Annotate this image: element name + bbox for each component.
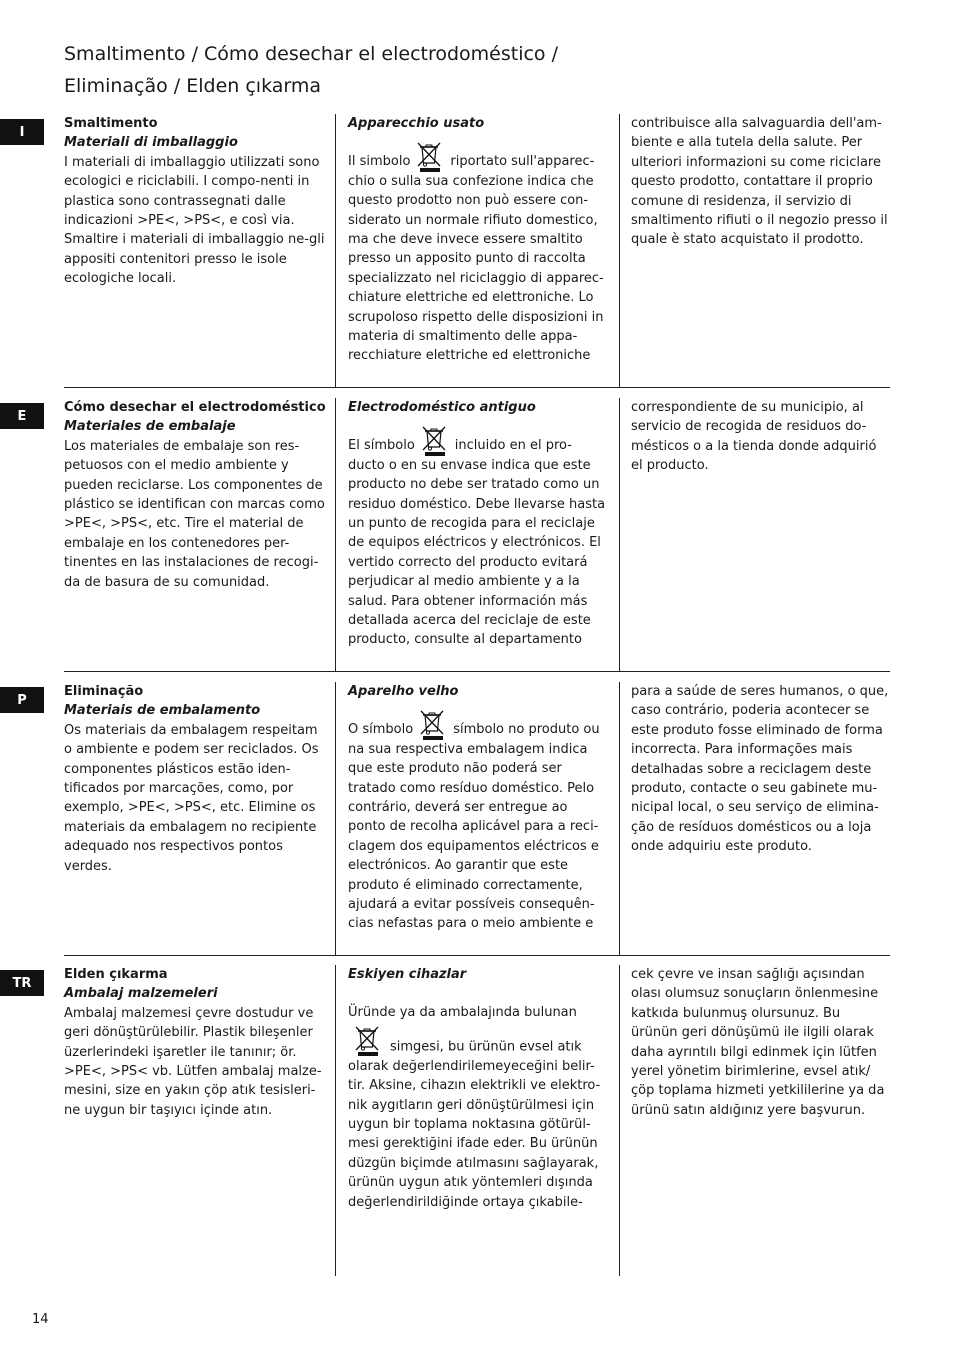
weee-bin-icon [352,1025,382,1057]
recycling-info-text: para a saúde de seres humanos, o que, caso contrário, poderia acontecer se este produto fosse eliminado de forma incorrecta. Para informações mais detalhadas sobre a reciclagem deste produto, contacte o seu gabinete mu-nicipal local, o seu serviço de elimina-ção de resíduos domésticos ou a loja onde adquiriu este produto. [631,684,889,855]
section-turkish [64,965,890,1276]
symbol-intro-text: Il simbolo [348,154,411,170]
symbol-intro-text: El símbolo [348,438,415,454]
old-appliance-subheading: Electrodoméstico antiguo [348,400,536,415]
old-appliance-column [348,965,608,1276]
packaging-subheading: Materiali di imballaggio [64,135,238,151]
old-appliance-subheading: Aparelho velho [348,684,459,699]
column-divider [335,965,336,1276]
recycling-info-column [631,398,890,672]
packaging-text: Los materiales de embalaje son res-petuosos con el medio ambiente y pueden reciclarse. Los componentes de plástico se identifican con marcas como >PE<, >PS<, etc. Tire el material de embalaje en los contenedores per-tinentes en las instalaciones de recogi-da de basura de su comunidad. [64,438,325,590]
language-tab-portuguese: P [0,687,44,713]
weee-bin-icon [419,425,449,457]
column-divider [619,965,620,1276]
column-divider [619,114,620,388]
old-appliance-text: simgesi, bu ürünün evsel atık olarak değerlendirilemeyeceğini belir-tir. Aksine, cihazın elektrikli ve elektro-nik aygıtların geri dönüştürülmesi için uygun bir toplama noktasına götürül-mesi gerektiğini ifade eder. Bu ürünün düzgün biçimde atılmasını sağlayarak, ürünün uygun atık yöntemleri dışında değerlendirildiğinde ortaya çıkabile- [348,1039,601,1210]
packaging-subheading: Materiales de embalaje [64,419,236,435]
symbol-intro-text: O símbolo [348,722,414,738]
recycling-info-column [631,965,890,1276]
section-spanish [64,398,890,672]
recycling-info-column [631,682,890,956]
recycling-info-column [631,114,890,388]
old-appliance-column [348,682,608,956]
recycling-info-text: contribuisce alla salvaguardia dell'am-biente e alla tutela della salute. Per ulteriori informazioni su come riciclare questo prodotto, contattare il proprio comune di residenza, il servizio di smaltimento rifiuti o il negozio presso il quale è stato acquistato il prodotto. [631,116,888,248]
section-heading: Eliminação [64,684,144,699]
section-heading: Elden çıkarma [64,967,168,982]
language-tab-italian: I [0,119,44,145]
column-divider [335,114,336,388]
symbol-intro-text: Üründe ya da ambalajında bulunan [348,1005,577,1021]
old-appliance-subheading: Apparecchio usato [348,116,485,131]
packaging-text: Ambalaj malzemesi çevre dostudur ve geri dönüştürülebilir. Plastik bileşenler üzerlerindeki işaretler ile tanınır; ör. >PE<, >PS< vb. Lütfen ambalaj malze-mesini, size en yakın çöp atık tesisleri-ne uygun bir taşıyıcı içinde atın. [64,1005,322,1118]
column-divider [335,682,336,956]
column-divider [619,682,620,956]
packaging-column [64,398,326,672]
packaging-column [64,114,326,388]
packaging-column [64,682,326,956]
language-tab-turkish: TR [0,970,44,996]
old-appliance-text: símbolo no produto ou na sua respectiva embalagem indica que este produto não poderá ser tratado como resíduo doméstico. Pelo contrário, deverá ser entregue ao ponto de recolha aplicável para a reci-clagem dos equipamentos eléctricos e electrónicos. Ao garantir que este produto é eliminado correctamente, ajudará a evitar possíveis consequên-cias nefastas para o meio ambiente e [348,722,600,932]
recycling-info-text: cek çevre ve insan sağlığı açısından olası olumsuz sonuçların önlenmesine katkıda bulunmuş olursunuz. Bu ürünün geri dönüşümü ile ilgili olarak daha ayrıntılı bilgi edinmek için lütfen yerel yönetim birimlerine, evsel atık/ çöp toplama hizmeti yetkililerine ya da ürünü satın aldığınız yere başvurun. [631,967,885,1118]
page-number: 14 [32,1312,49,1327]
weee-bin-icon [417,709,447,741]
old-appliance-subheading: Eskiyen cihazlar [348,967,467,982]
section-heading: Cómo desechar el electrodoméstico [64,400,326,415]
old-appliance-text: riportato sull'apparec-chio o sulla sua confezione indica che questo prodotto non può essere con-siderato un normale rifiuto domestico, ma che deve invece essere smaltito presso un apposito punto di raccolta specializzato nel riciclaggio di apparec-chiature elettriche ed elettroniche. Lo scrupoloso rispetto delle disposizioni in materia di smaltimento delle appa-recchiature elettriche ed elettroniche [348,154,604,364]
page-title [64,38,558,102]
old-appliance-text: incluido en el pro-ducto o en su envase indica que este producto no debe ser tratado como un residuo doméstico. Debe llevarse hasta un punto de recogida para el reciclaje de equipos eléctricos y electrónicos. El vertido correcto del producto evitará perjudicar al medio ambiente y a la salud. Para obtener información más detallada acerca del reciclaje de este producto, consulte al departamento [348,438,606,648]
packaging-subheading: Ambalaj malzemeleri [64,986,218,1002]
section-heading: Smaltimento [64,116,158,131]
section-portuguese [64,682,890,956]
column-divider [619,398,620,672]
old-appliance-column [348,398,608,672]
packaging-column [64,965,326,1276]
section-italian [64,114,890,388]
page-title-line-1: Smaltimento / Cómo desechar el electrodoméstico / [64,43,558,65]
recycling-info-text: correspondiente de su municipio, al servicio de recogida de residuos do-mésticos o a la tienda donde adquirió el producto. [631,400,877,474]
packaging-text: Os materiais da embalagem respeitam o ambiente e podem ser reciclados. Os componentes plásticos estão iden-tificados por marcações, como, por exemplo, >PE<, >PS<, etc. Elimine os materiais da embalagem no recipiente adequado nos respectivos pontos verdes. [64,722,319,874]
column-divider [335,398,336,672]
packaging-text: I materiali di imballaggio utilizzati sono ecologici e riciclabili. I compo-nenti in plastica sono contrassegnati dalle indicazioni >PE<, >PS<, e così via. Smaltire i materiali di imballaggio ne-gli appositi contenitori presso le isole ecologiche locali. [64,154,325,287]
weee-bin-icon [414,141,444,173]
language-tab-spanish: E [0,403,44,429]
packaging-subheading: Materiais de embalamento [64,703,261,719]
page-title-line-2: Eliminação / Elden çıkarma [64,75,322,97]
old-appliance-column [348,114,608,388]
